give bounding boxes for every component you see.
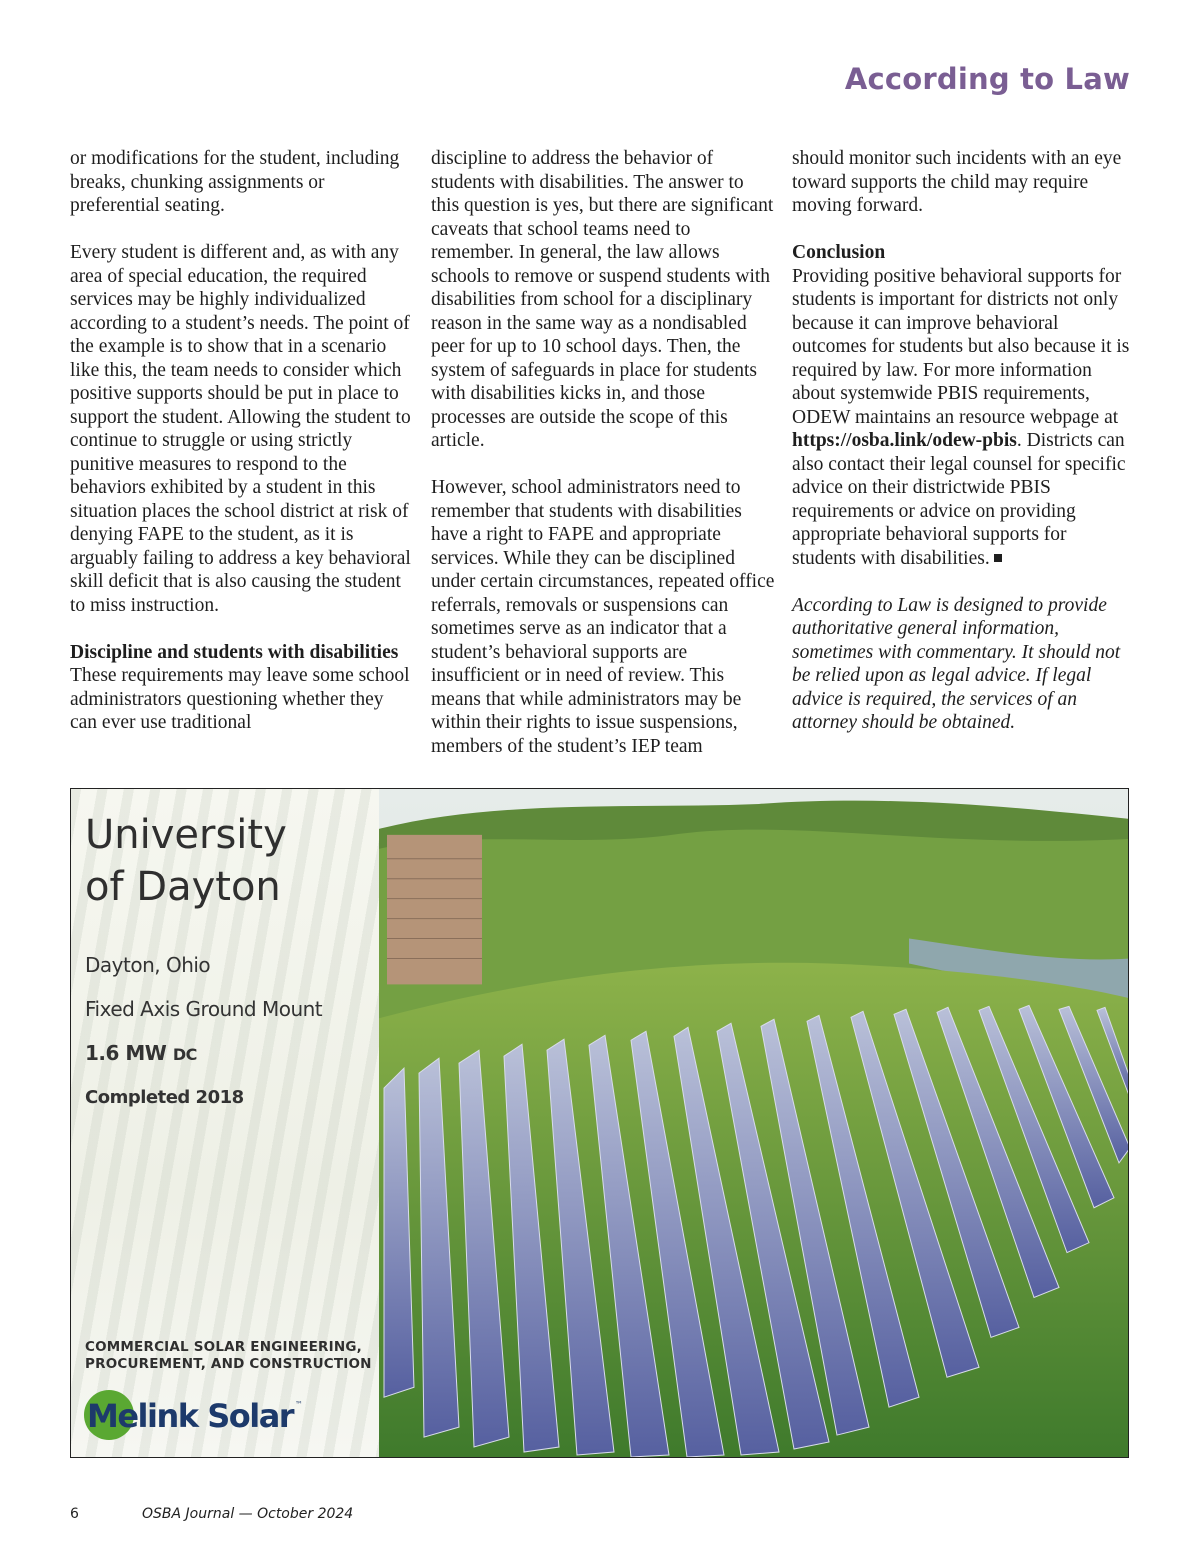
section-title: According to Law (844, 62, 1130, 96)
journal-issue: OSBA Journal — October 2024 (142, 1506, 354, 1522)
advertisement (70, 788, 1129, 1458)
paragraph (792, 265, 1132, 571)
ad-mount-type: Fixed Axis Ground Mount (85, 997, 323, 1021)
ad-services-line: COMMERCIAL SOLAR ENGINEERING, (85, 1339, 362, 1355)
paragraph-text: . Districts can also contact their legal counsel for specific advice on their districtwide PBIS requirements or advice on providing appropriate behavioral supports for students with disabilities. (792, 430, 1126, 569)
ad-text-panel (71, 789, 379, 1457)
ad-title-line: of Dayton (85, 864, 281, 910)
article-column-1 (70, 147, 415, 735)
paragraph-text: Providing positive behavioral supports for students is important for districts not only because it can improve behavioral outcomes for students but also because it is required by law. For more information about systemwide PBIS requirements, ODEW maintains an resource webpage at (792, 265, 1130, 428)
page-number: 6 (70, 1506, 79, 1522)
ad-services (85, 1339, 375, 1373)
ad-capacity-value: 1.6 MW (85, 1041, 167, 1065)
section-heading: Discipline and students with disabilities (70, 641, 399, 663)
paragraph: These requirements may leave some school administrators questioning whether they can ever use traditional (70, 665, 410, 733)
ad-title-line: University (85, 812, 287, 858)
paragraph: discipline to address the behavior of students with disabilities. The answer to this question is yes, but there are significant caveats that school teams need to remember. In general, the law allows schools to remove or suspend students with disabilities from school for a disciplinary reason in the same way as a nondisabled peer for up to 10 school days. Then, the system of safeguards in place for students with disabilities kicks in, and those processes are outside the scope of this article. (431, 148, 774, 451)
ad-title (85, 809, 375, 913)
ad-capacity (85, 1041, 197, 1065)
article-column-2 (431, 147, 776, 758)
ad-location: Dayton, Ohio (85, 953, 211, 977)
solar-farm-photo (379, 789, 1129, 1457)
section-heading: Conclusion (792, 242, 886, 263)
article-column-3 (792, 147, 1132, 735)
paragraph: However, school administrators need to remember that students with disabilities have a right to FAPE and appropriate services. While they can be disciplined under certain circumstances, repeated office referrals, removals or suspensions can sometimes serve as an indicator that a student’s behavioral supports are insufficient or in need of review. This means that while administrators may be within their rights to issue suspensions, members of the student’s IEP team (431, 477, 775, 757)
end-mark-icon (994, 554, 1002, 562)
building (387, 835, 482, 985)
ad-capacity-unit: DC (172, 1045, 197, 1064)
paragraph: or modifications for the student, including breaks, chunking assignments or preferential seating. (70, 148, 400, 216)
paragraph: should monitor such incidents with an eye toward supports the child may require moving forward. (792, 148, 1122, 216)
paragraph: Every student is different and, as with any area of special education, the required services may be highly individualized according to a student’s needs. The point of the example is to show that in a scenario like this, the team needs to consider which positive supports should be put in place to support the student. Allowing the student to continue to struggle or using strictly punitive measures to respond to the behaviors exhibited by a student in this situation places the school district at risk of denying FAPE to the student, as it is arguably failing to address a key behavioral skill deficit that is also causing the student to miss instruction. (70, 242, 411, 616)
logo-trademark: ™ (295, 1400, 303, 1409)
disclaimer: According to Law is designed to provide authoritative general information, sometimes with commentary. It should not be relied upon as legal advice. If legal advice is required, the services of an attorney should be obtained. (792, 594, 1121, 733)
logo-wordmark: Melink Solar (87, 1397, 294, 1435)
melink-solar-logo (83, 1385, 323, 1445)
ad-services-line: PROCUREMENT, AND CONSTRUCTION (85, 1356, 372, 1372)
pbis-resource-link[interactable]: https://osba.link/odew-pbis (792, 430, 1017, 451)
ad-completed: Completed 2018 (85, 1087, 244, 1108)
